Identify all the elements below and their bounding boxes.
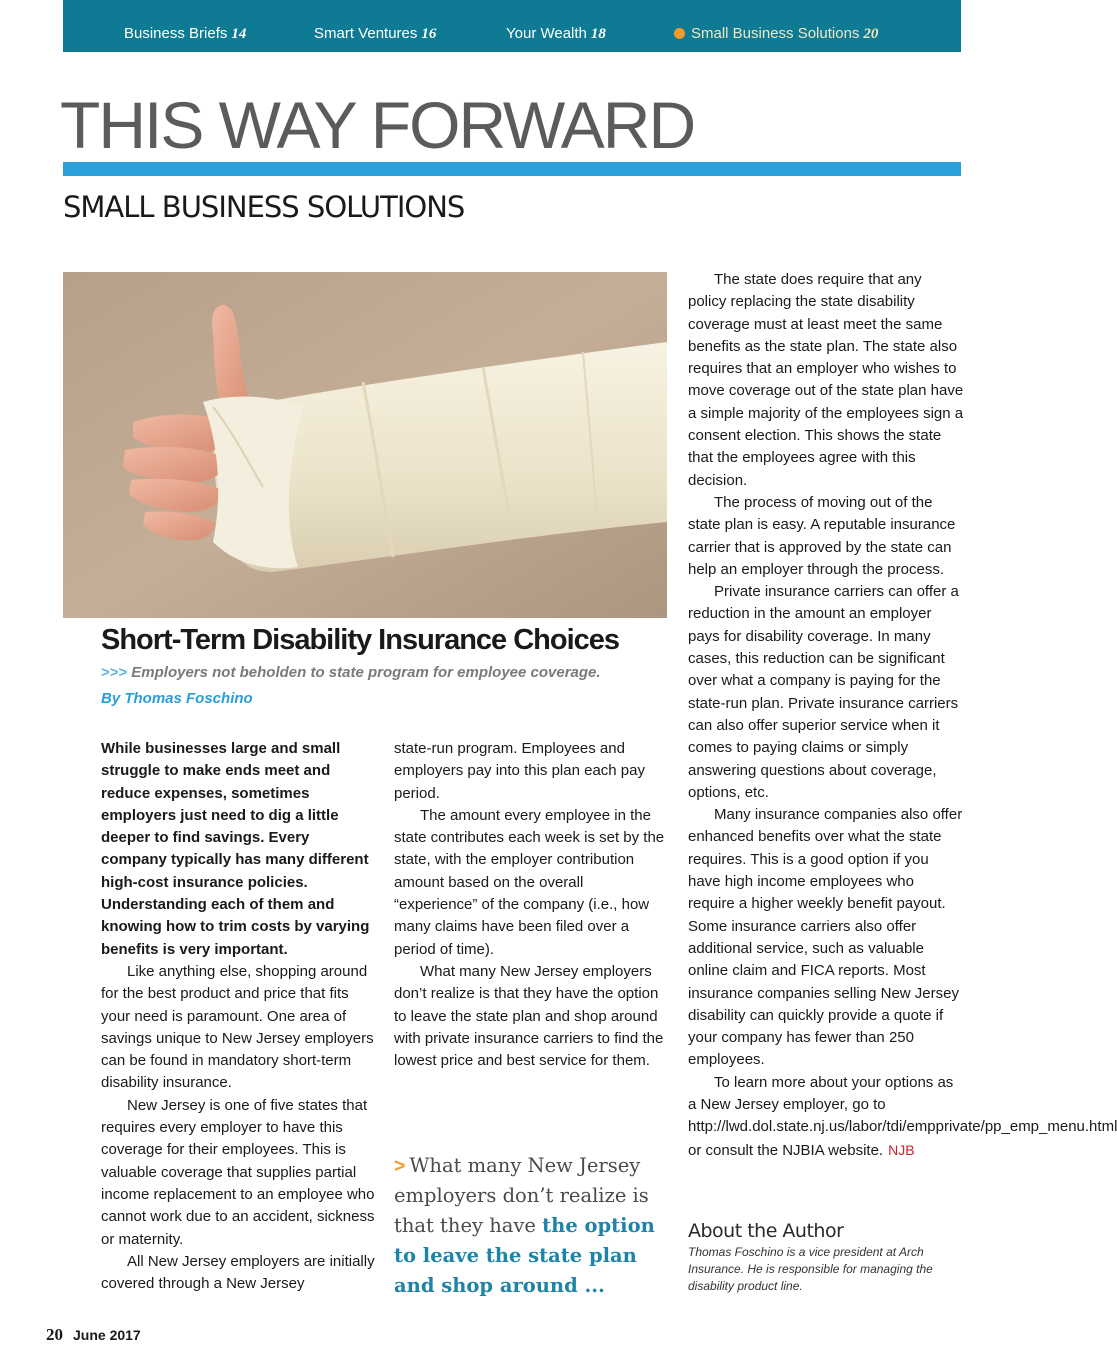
article-deck: >>> Employers not beholden to state program for employee coverage. <box>101 664 601 681</box>
deck-arrows-icon: >>> <box>101 664 128 681</box>
thumbs-up-cast-photo <box>63 272 667 618</box>
article-paragraph: state-run program. Employees and employers pay into this plan each pay period. <box>394 740 645 802</box>
nav-item-business-briefs[interactable]: Business Briefs 14 <box>124 25 247 42</box>
nav-item-your-wealth[interactable]: Your Wealth 18 <box>506 25 606 42</box>
article-lead-paragraph: While businesses large and small struggle to make ends meet and reduce expenses, sometimes employers just need to dig a little deeper to find savings. Every company typically has many different high-cost insurance policies. Understanding each of them and knowing how to trim costs by varying benefits is very important. <box>101 740 370 958</box>
article-title: Short-Term Disability Insurance Choices <box>101 624 620 656</box>
current-section-dot-icon <box>674 28 685 39</box>
pull-quote-emphasis: the option to leave the state plan and shop around ... <box>394 1214 655 1297</box>
page-footer <box>46 1325 141 1345</box>
section-nav-bar <box>63 0 961 52</box>
article-paragraph: New Jersey is one of five states that requires every employer to have this coverage for their employees. This is valuable coverage that supplies partial income replacement to an employee who cannot work due to an accident, sickness or maternity. <box>101 1096 375 1248</box>
article-paragraph: Many insurance companies also offer enhanced benefits over what the state requires. This is a good option if you have high income employees who require a higher weekly benefit payout. Some insurance carriers also offer additional service, such as valuable online claim and FICA reports. Most insurance companies selling New Jersey disability can quickly provide a quote if your company has fewer than 250 employees. <box>688 806 963 1069</box>
nav-item-smart-ventures[interactable]: Smart Ventures 16 <box>314 25 437 42</box>
nav-page-number: 20 <box>863 26 879 42</box>
article-column-1 <box>101 738 376 1295</box>
pull-quote-marker-icon: > <box>394 1155 406 1177</box>
page-headline: THIS WAY FORWARD <box>60 88 695 162</box>
page-number: 20 <box>46 1325 63 1344</box>
article-paragraph: Private insurance carriers can offer a reduction in the amount an employer pays for disability coverage. In many cases, this reduction can be significant over what a company is paying for the state-run plan. Private insurance carriers can also offer superior service when it comes to paying claims or simply answering questions about coverage, options, etc. <box>688 583 959 801</box>
article-paragraph: The process of moving out of the state plan is easy. A reputable insurance carrier that is approved by the state can help an employer through the process. <box>688 493 956 578</box>
njb-end-mark: NJB <box>888 1141 915 1158</box>
article-paragraph: All New Jersey employers are initially covered through a New Jersey <box>101 1252 375 1293</box>
headline-rule <box>63 162 961 176</box>
article-column-3 <box>688 269 1117 1162</box>
article-closing-paragraph: To learn more about your options as a New Jersey employer, go to http://lwd.dol.state.nj.us/labor/tdi/empprivate/pp_emp_menu.html or consult the NJBIA website. NJB <box>688 1073 1117 1159</box>
article-paragraph: The amount every employee in the state contributes each week is set by the state, with the employer contribution amount based on the overall “experience” of the company (i.e., how many claims have been filed over a period of time). <box>394 806 665 958</box>
nav-page-number: 14 <box>231 26 247 42</box>
about-author-heading: About the Author <box>688 1220 844 1242</box>
article-paragraph: Like anything else, shopping around for the best product and price that fits your need is paramount. One area of savings unique to New Jersey employers can be found in mandatory short-term disability insurance. <box>101 962 374 1092</box>
nav-page-number: 16 <box>421 26 437 42</box>
article-paragraph: What many New Jersey employers don’t realize is that they have the option to leave the state plan and shop around with private insurance carriers to find the lowest price and best service for them. <box>394 962 664 1070</box>
issue-date: June 2017 <box>73 1327 141 1343</box>
article-byline: By Thomas Foschino <box>101 690 253 707</box>
nav-page-number: 18 <box>590 26 606 42</box>
nav-item-small-business-solutions[interactable]: Small Business Solutions 20 <box>674 25 878 43</box>
section-title: SMALL BUSINESS SOLUTIONS <box>63 190 465 224</box>
pull-quote: > What many New Jersey employers don’t realize is that they have the option to leave the state plan and shop around ... <box>394 1154 655 1297</box>
about-author-bio: Thomas Foschino is a vice president at Arch Insurance. He is responsible for managing the disability product line. <box>688 1245 933 1293</box>
article-column-2 <box>394 738 668 1072</box>
article-paragraph: The state does require that any policy replacing the state disability coverage must at least meet the same benefits as the state plan. The state also requires that an employer who wishes to move coverage out of the state plan have a simple majority of the employees sign a consent election. This shows the state that the employees agree with this decision. <box>688 271 964 489</box>
